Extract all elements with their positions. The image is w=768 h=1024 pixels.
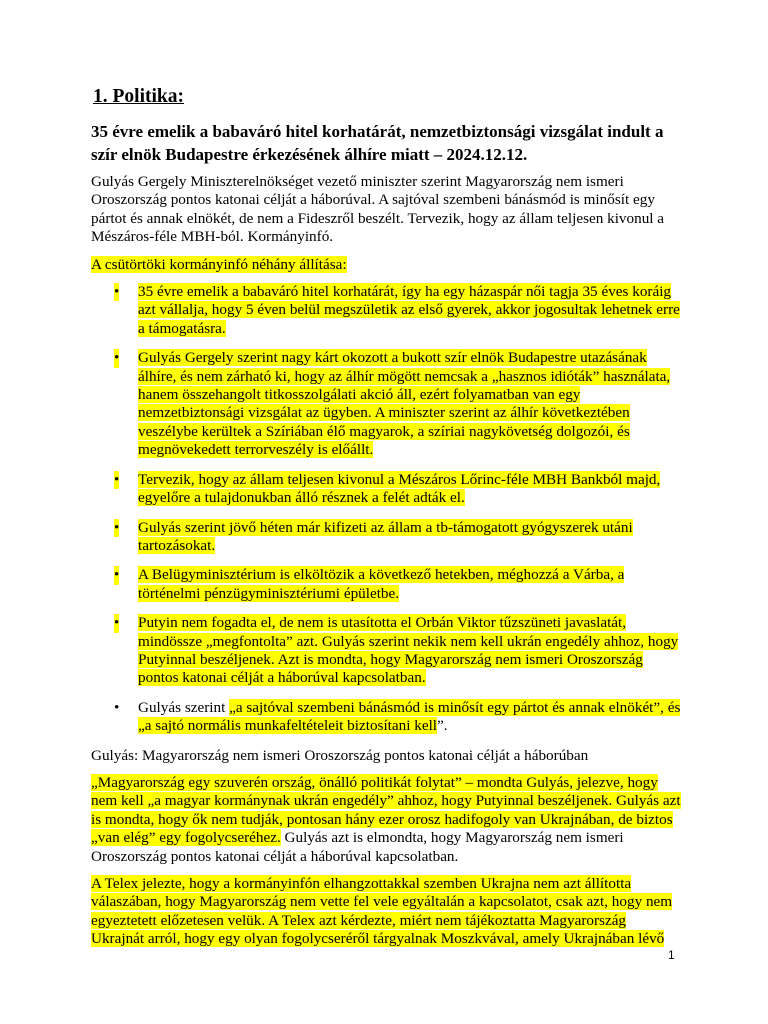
paragraph-quote xyxy=(91,774,681,866)
paragraph-quote-highlight: „Magyarország egy szuverén ország, önálló politikát folytat” – mondta Gulyás, jelezve, hogy nem kell „a magyar kormánynak ukrán engedély” ahhoz, hogy Putyinnal beszéljenek. Gulyás azt is mondta, hogy ők nem tudják, pontosan hány ezer orosz hadifogoly van Ukrajnában, de biztos „van elég” egy fogolycseréhez. xyxy=(91,773,681,847)
bullet-marker: • xyxy=(114,614,120,632)
list-item xyxy=(91,349,681,459)
bullet-marker: • xyxy=(114,698,120,716)
list-item xyxy=(91,519,681,556)
section-heading: 1. Politika: xyxy=(93,86,184,107)
list-item-text: Tervezik, hogy az állam teljesen kivonul a Mészáros Lőrinc-féle MBH Bankból majd, egyelőre a tulajdonukban álló résznek a felét adták el. xyxy=(138,470,661,507)
list-item-text: A Belügyminisztérium is elköltözik a következő hetekben, méghozzá a Várba, a történelmi pénzügyminisztériumi épületbe. xyxy=(138,566,625,602)
paragraph-telex xyxy=(91,875,681,949)
bullet-marker: • xyxy=(114,283,120,301)
document-page xyxy=(91,86,681,958)
list-item-text: jövő héten már kifizeti az állam a tb-támogatott gyógyszerek utáni tartozásokat. xyxy=(138,518,633,554)
bullet-marker: • xyxy=(114,566,120,584)
list-item-text-end: ”. xyxy=(437,717,448,735)
article-title: 35 évre emelik a babaváró hitel korhatárát, nemzetbiztonsági vizsgálat indult a szír elnök Budapestre érkezésének álhíre miatt – 2024.12.12. xyxy=(91,122,664,164)
intro-paragraph: Gulyás Gergely Miniszterelnökséget vezető miniszter szerint Magyarország nem ismeri Oroszország pontos katonai célját a háborúval. A sajtóval szembeni bánásmód is minősít egy pártot és annak elnökét, de nem a Fideszről beszélt. Tervezik, hogy az állam teljesen kivonul a Mészáros-féle MBH-ból. Kormányinfó. xyxy=(91,173,665,246)
page-number: 1 xyxy=(668,948,675,962)
list-item-text-lead: Gulyás szerint xyxy=(138,698,230,716)
list-item-text: Putyin nem fogadta el, de nem is utasította el Orbán Viktor tűzszüneti javaslatát, mindössze „megfontolta” azt. Gulyás szerint nekik nem kell ukrán engedély ahhoz, hogy Putyinnal beszéljenek. Azt is mondta, hogy Magyarország nem ismeri Oroszország pontos katonai célját a háborúval kapcsolatban. xyxy=(138,614,679,687)
list-item xyxy=(91,699,681,736)
list-item xyxy=(91,283,681,338)
list-item xyxy=(91,614,681,688)
claims-heading xyxy=(91,256,681,274)
subheading: Gulyás: Magyarország nem ismeri Oroszország pontos katonai célját a háborúban xyxy=(91,746,589,764)
list-item-text: 35 évre emelik a babaváró hitel korhatárát, így ha egy házaspár női tagja 35 éves koráig azt vállalja, hogy 5 éven belül megszületik az első gyerek, akkor jogosultak lehetnek erre a támogatásra. xyxy=(138,283,680,337)
list-item-quote: „a sajtóval szembeni bánásmód is minősít egy pártot és annak elnökét”, és „a sajtó normális munkafeltételeit biztosítani kell xyxy=(138,698,681,735)
list-item-text-lead: Gulyás szerint xyxy=(138,518,230,536)
paragraph-quote-rest: Gulyás azt is elmondta, hogy Magyarország nem ismeri Oroszország pontos katonai célját a háborúval kapcsolatban. xyxy=(91,829,624,865)
claims-list xyxy=(91,283,681,736)
paragraph-telex-highlight: A Telex jelezte, hogy a kormányinfón elhangzottakkal szemben Ukrajna nem azt állította válaszában, hogy Magyarország nem vette fel vele egyáltalán a kapcsolatot, csak azt, hogy nem egyeztetett előzetesen velük. A Telex azt kérdezte, miért nem tájékoztatta Magyarország Ukrajnát arról, hogy egy olyan fogolycseréről tárgyalnak Moszkvával, amely Ukrajnában lévő xyxy=(91,875,673,948)
list-item xyxy=(91,471,681,508)
list-item-text: Gulyás Gergely szerint nagy kárt okozott a bukott szír elnök Budapestre utazásának álhíre, és nem zárható ki, hogy az álhír mögött nemcsak a „hasznos idióták” használata, hanem összehangolt titkosszolgálati akció áll, ezért folyamatban van egy nemzetbiztonsági vizsgálat az ügyben. A miniszter szerint az álhír következtében veszélybe kerültek a Szíriában élő magyarok, a szíriai nagykövetség dolgozói, és megnövekedett terrorveszély is előállt. xyxy=(138,349,671,459)
bullet-marker: • xyxy=(114,349,120,367)
claims-heading-text: A csütörtöki kormányinfó néhány állítása: xyxy=(91,255,347,273)
list-item xyxy=(91,566,681,603)
bullet-marker: • xyxy=(114,470,120,488)
bullet-marker: • xyxy=(114,518,120,536)
